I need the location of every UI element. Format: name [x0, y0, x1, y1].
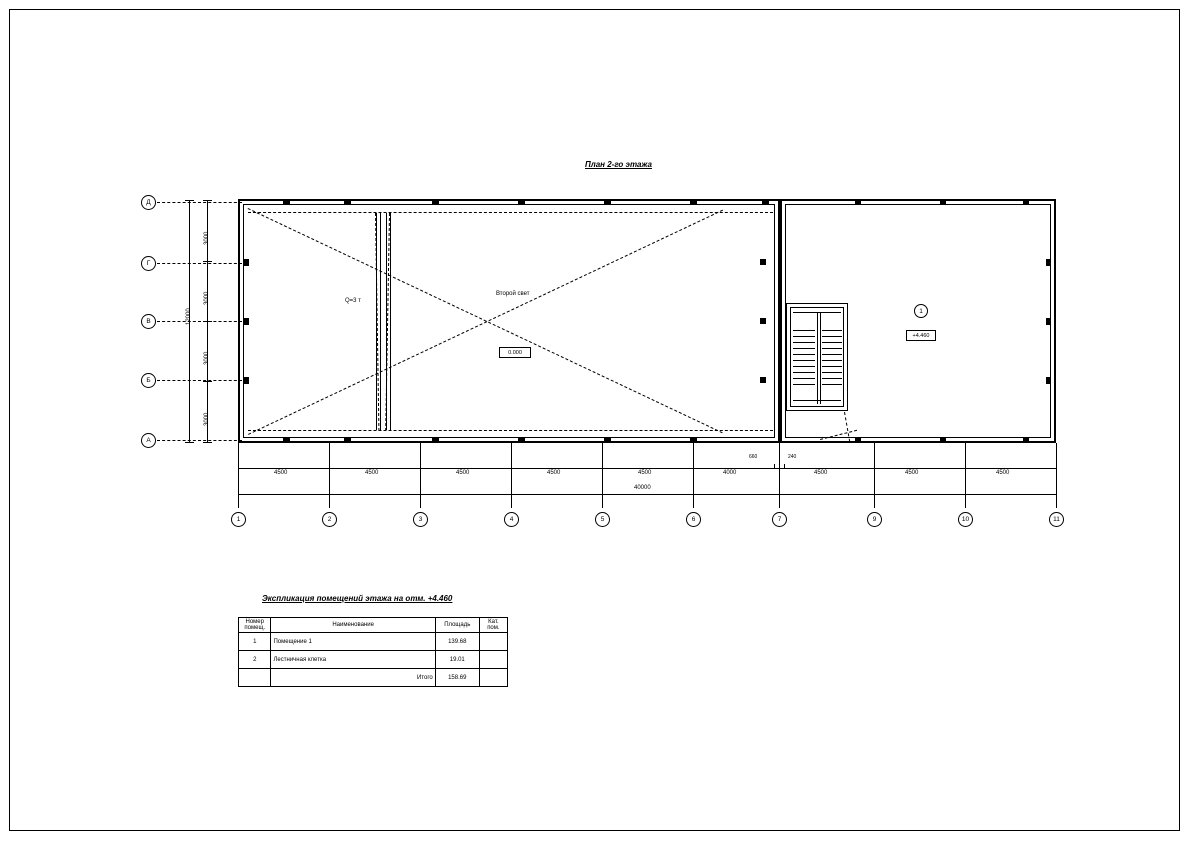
hall-dashed-top: [248, 212, 773, 213]
axis-line-b: [157, 380, 242, 381]
stair-landing-top: [793, 312, 841, 313]
axis-number-6: 6: [686, 512, 701, 527]
room-number-bubble: 1: [914, 304, 928, 318]
axis-letter-a: А: [141, 433, 156, 448]
stair-tread-l9: [793, 378, 815, 379]
header-name: Наименование: [271, 618, 435, 633]
stair-tread-l3: [793, 342, 815, 343]
table-row: [239, 633, 508, 651]
ext-line-3: [420, 443, 421, 508]
ext-line-6: [693, 443, 694, 508]
axis-number-3: 3: [413, 512, 428, 527]
row-area: 19.01: [435, 651, 479, 669]
second-light-label: Второй свет: [496, 291, 530, 297]
column-mark-rb-top-1: [855, 200, 861, 205]
header-category: Кат. пом.: [479, 618, 507, 633]
ext-line-5: [602, 443, 603, 508]
vdim-outer-tick-top: [185, 200, 194, 201]
axis-number-5: 5: [595, 512, 610, 527]
stair-tread-l1: [793, 330, 815, 331]
column-mark-axis7-1: [760, 259, 766, 265]
stair-landing-bottom: [793, 400, 841, 401]
stair-tread-r2: [822, 336, 842, 337]
axis-letter-b: Б: [141, 373, 156, 388]
column-mark-bottom-4: [518, 437, 525, 442]
column-mark-top-4: [518, 200, 525, 205]
stair-tread-l6: [793, 360, 815, 361]
hdim-label-9: 4500: [996, 470, 1010, 476]
hdim-label-6: 4000: [723, 470, 737, 476]
ext-line-11: [1056, 443, 1057, 508]
column-mark-left-1: [244, 259, 249, 266]
staircase-mid-rail: [817, 312, 818, 404]
ext-line-10: [965, 443, 966, 508]
axis-number-7: 7: [772, 512, 787, 527]
axis-number-11: 11: [1049, 512, 1064, 527]
stair-tread-r9: [822, 378, 842, 379]
column-mark-bottom-3: [432, 437, 439, 442]
vdim-total-label: 12000: [186, 308, 192, 325]
column-mark-rb-top-3: [1023, 200, 1029, 205]
level-mark-right: +4.460: [906, 330, 936, 341]
axis-letter-d: Д: [141, 195, 156, 210]
column-mark-rb-right-1: [1046, 259, 1051, 266]
small-dim-240: 240: [788, 454, 797, 460]
column-mark-top-3: [432, 200, 439, 205]
stair-tread-r3: [822, 342, 842, 343]
row-name: Лестничная клетка: [271, 651, 435, 669]
column-mark-left-2: [244, 318, 249, 325]
ext-line-2: [329, 443, 330, 508]
table-row: [239, 651, 508, 669]
ext-line-7: [779, 443, 780, 508]
stair-tread-l4: [793, 348, 815, 349]
vdim-outer-tick-bottom: [185, 442, 194, 443]
axis-letter-g: Г: [141, 256, 156, 271]
hdim-tick-7: [774, 464, 775, 469]
vdim-tick-1: [203, 200, 212, 201]
stair-tread-l2: [793, 336, 815, 337]
row-area: 139.68: [435, 633, 479, 651]
axis-line-d: [157, 202, 242, 203]
hdim-label-2: 4500: [365, 470, 379, 476]
header-area: Площадь: [435, 618, 479, 633]
explication-table: [238, 617, 508, 687]
staircase-mid-rail-2: [820, 312, 821, 404]
hdim-label-1: 4500: [274, 470, 288, 476]
hdim-label-8: 4500: [905, 470, 919, 476]
row-category: [479, 651, 507, 669]
axis-line-v: [157, 321, 242, 322]
hall-inner-wall: [243, 204, 775, 438]
column-mark-top-6: [690, 200, 697, 205]
hdim-label-5: 4500: [638, 470, 652, 476]
axis-number-1: 1: [231, 512, 246, 527]
column-mark-rb-bottom-3: [1023, 437, 1029, 442]
level-mark-center: 0.000: [499, 347, 531, 358]
column-mark-bottom-2: [344, 437, 351, 442]
axis-line-a: [157, 440, 242, 441]
stair-tread-l5: [793, 354, 815, 355]
hdim-label-3: 4500: [456, 470, 470, 476]
total-label: Итого: [271, 669, 435, 687]
vdim-label-4: 3000: [204, 412, 210, 426]
vdim-tick-4: [203, 381, 212, 382]
explication-title: Экспликация помещений этажа на отм. +4.460: [262, 594, 453, 603]
ext-line-4: [511, 443, 512, 508]
vdim-tick-2: [203, 261, 212, 262]
column-mark-axis7-3: [760, 377, 766, 383]
column-mark-top-5: [604, 200, 611, 205]
row-category: [479, 633, 507, 651]
column-mark-bottom-1: [283, 437, 290, 442]
stair-tread-l10: [793, 384, 815, 385]
small-dim-660: 660: [749, 454, 758, 460]
table-total-row: [239, 669, 508, 687]
axis-number-9: 9: [867, 512, 882, 527]
hdim-label-4: 4500: [547, 470, 561, 476]
stair-tread-r6: [822, 360, 842, 361]
total-category-cell: [479, 669, 507, 687]
column-mark-rb-top-2: [940, 200, 946, 205]
axis-letter-v: В: [141, 314, 156, 329]
vdim-label-3: 3000: [204, 351, 210, 365]
row-number: 1: [239, 633, 271, 651]
axis-number-10: 10: [958, 512, 973, 527]
vdim-tick-5: [203, 442, 212, 443]
stair-tread-r1: [822, 330, 842, 331]
column-mark-axis7-2: [760, 318, 766, 324]
overall-dim-line: [238, 494, 1056, 495]
vdim-label-1: 3000: [204, 231, 210, 245]
total-blank-cell: [239, 669, 271, 687]
column-mark-top-7: [762, 200, 769, 205]
hall-dashed-bottom: [248, 430, 773, 431]
stair-tread-l7: [793, 366, 815, 367]
column-mark-rb-right-2: [1046, 318, 1051, 325]
stair-tread-r4: [822, 348, 842, 349]
stair-tread-r7: [822, 366, 842, 367]
stair-tread-r5: [822, 354, 842, 355]
total-area: 158.69: [435, 669, 479, 687]
hdim-label-7: 4500: [814, 470, 828, 476]
stair-tread-l8: [793, 372, 815, 373]
stair-tread-r8: [822, 372, 842, 373]
axis-number-2: 2: [322, 512, 337, 527]
crane-capacity-label: Q=3 т: [345, 298, 361, 304]
column-mark-bottom-6: [690, 437, 697, 442]
column-mark-bottom-5: [604, 437, 611, 442]
column-mark-rb-bottom-1: [855, 437, 861, 442]
column-mark-top-2: [344, 200, 351, 205]
crane-rail-right-2: [390, 213, 391, 430]
row-name: Помещение 1: [271, 633, 435, 651]
axis-number-4: 4: [504, 512, 519, 527]
header-number: Номер помещ.: [239, 618, 271, 633]
hdim-tick-7b: [784, 464, 785, 469]
column-mark-left-3: [244, 377, 249, 384]
axis-line-g: [157, 263, 242, 264]
hdim-chain-line: [238, 468, 1056, 469]
column-mark-rb-bottom-2: [940, 437, 946, 442]
table-header-row: [239, 618, 508, 633]
column-mark-top-1: [283, 200, 290, 205]
overall-dim-label: 40000: [634, 485, 651, 491]
stair-tread-r10: [822, 384, 842, 385]
page-title: План 2-го этажа: [585, 160, 652, 169]
row-number: 2: [239, 651, 271, 669]
ext-line-1: [238, 443, 239, 508]
crane-rail-left-2: [380, 213, 381, 430]
vdim-tick-3: [203, 321, 212, 322]
column-mark-rb-right-3: [1046, 377, 1051, 384]
ext-line-9: [874, 443, 875, 508]
vdim-label-2: 3000: [204, 291, 210, 305]
